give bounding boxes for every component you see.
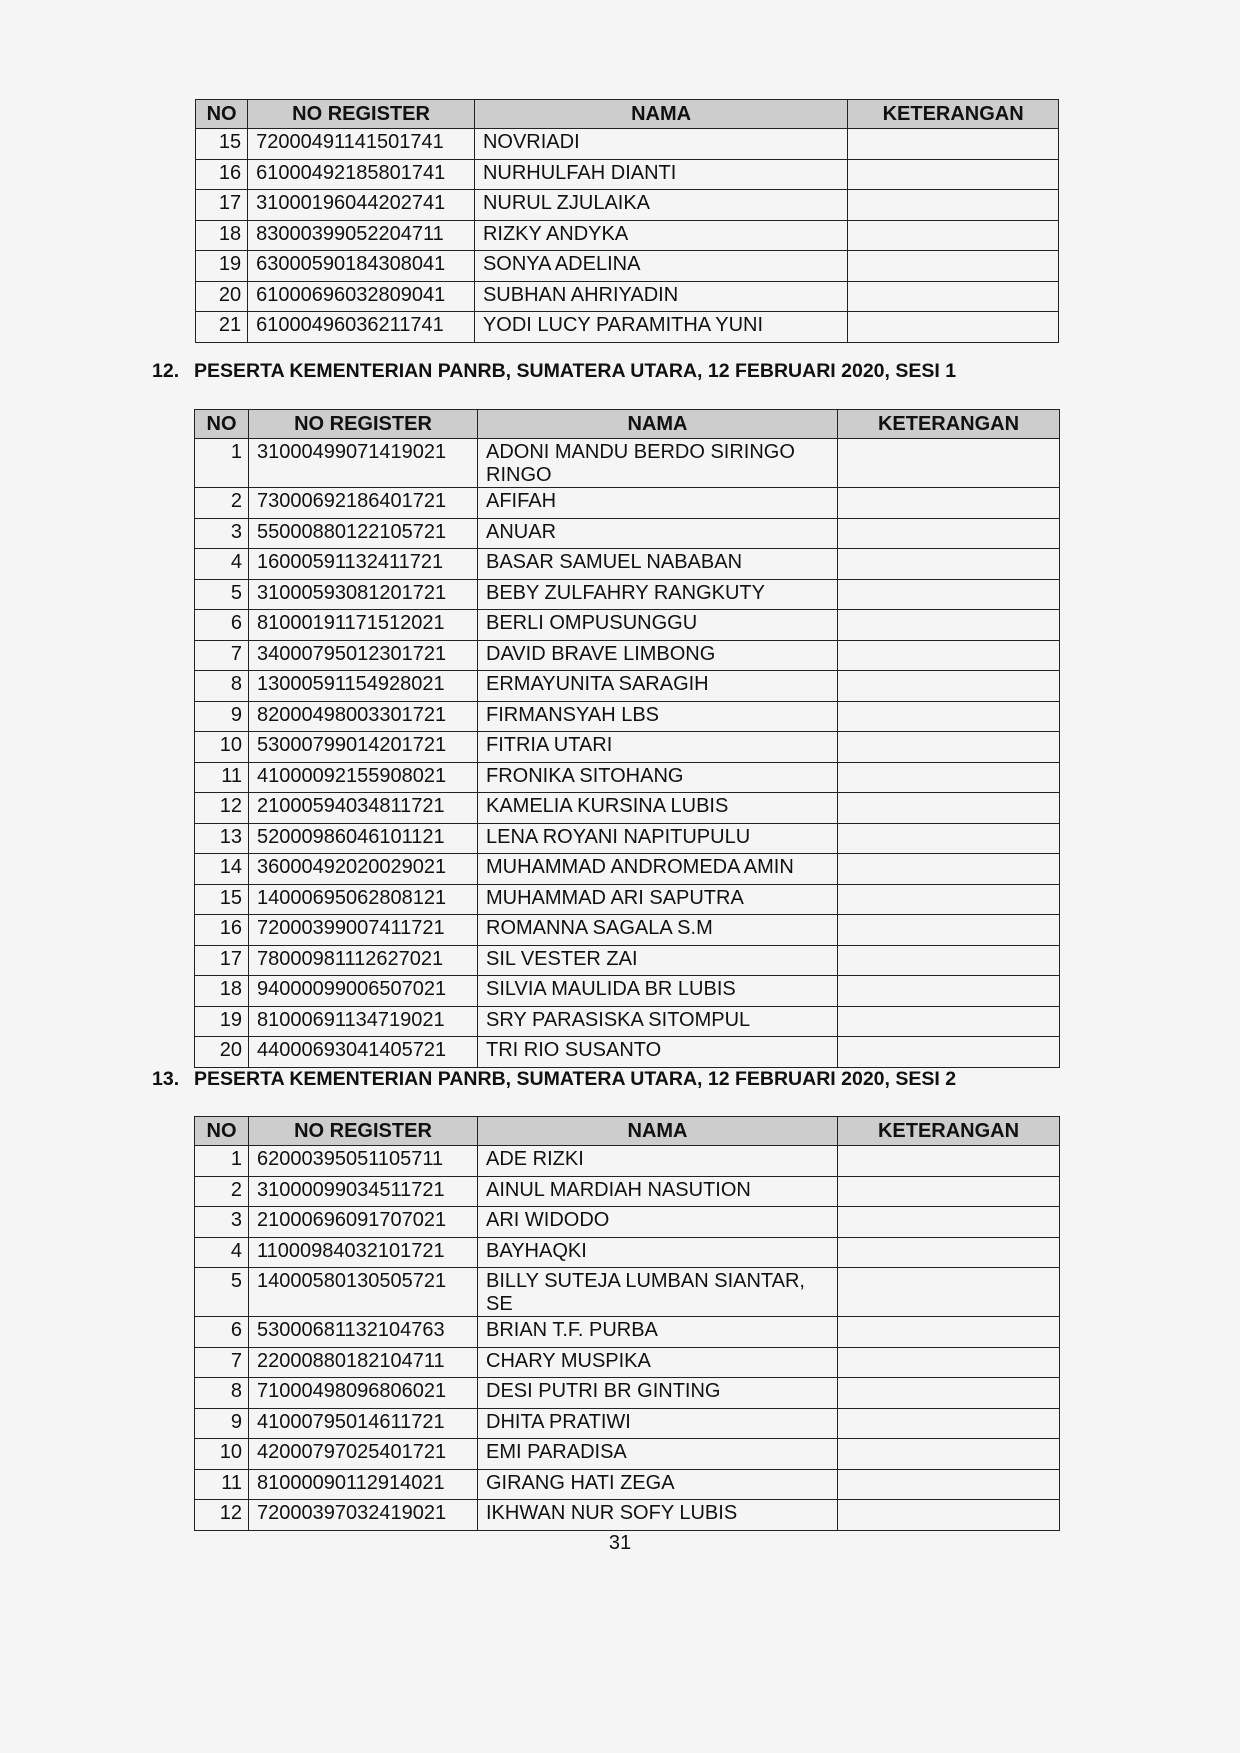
cell-register: 62000395051105711 [249,1146,478,1177]
cell-register: 52000986046101121 [249,823,478,854]
cell-keterangan [848,251,1059,282]
cell-register: 72000491141501741 [248,129,475,160]
cell-register: 63000590184308041 [248,251,475,282]
cell-keterangan [848,312,1059,343]
table-row [195,1146,1060,1177]
section-12-heading [152,360,956,383]
cell-register: 61000492185801741 [248,159,475,190]
cell-register: 81000191171512021 [249,610,478,641]
table-row [195,1207,1060,1238]
cell-keterangan [838,1408,1060,1439]
cell-no: 15 [196,129,248,160]
cell-keterangan [838,671,1060,702]
cell-no: 15 [195,884,249,915]
table-row [195,1378,1060,1409]
table-row [195,640,1060,671]
cell-no: 7 [195,640,249,671]
cell-no: 2 [195,488,249,519]
table-row [196,251,1059,282]
cell-register: 83000399052204711 [248,220,475,251]
cell-register: 14000695062808121 [249,884,478,915]
cell-register: 42000797025401721 [249,1439,478,1470]
cell-register: 31000593081201721 [249,579,478,610]
participant-table-sesi-2 [194,1116,1060,1531]
cell-no: 13 [195,823,249,854]
table-header-row [196,100,1059,129]
cell-keterangan [838,1268,1060,1317]
participant-table-sesi-1 [194,409,1060,1068]
table-row [196,159,1059,190]
table-row [195,579,1060,610]
cell-register: 44000693041405721 [249,1037,478,1068]
cell-register: 61000496036211741 [248,312,475,343]
table-row [195,439,1060,488]
cell-nama: BERLI OMPUSUNGGU [478,610,838,641]
cell-register: 34000795012301721 [249,640,478,671]
header-no: NO [196,100,248,129]
cell-register: 73000692186401721 [249,488,478,519]
header-register: NO REGISTER [249,410,478,439]
cell-nama: ERMAYUNITA SARAGIH [478,671,838,702]
section-12-title: PESERTA KEMENTERIAN PANRB, SUMATERA UTARA, 12 FEBRUARI 2020, SESI 1 [194,360,957,382]
cell-no: 6 [195,610,249,641]
cell-nama: GIRANG HATI ZEGA [478,1469,838,1500]
cell-keterangan [838,1146,1060,1177]
table-row [195,1469,1060,1500]
cell-nama: FIRMANSYAH LBS [478,701,838,732]
cell-keterangan [838,1317,1060,1348]
cell-nama: BILLY SUTEJA LUMBAN SIANTAR, SE [478,1268,838,1317]
header-keterangan: KETERANGAN [848,100,1059,129]
cell-keterangan [838,976,1060,1007]
cell-no: 1 [195,439,249,488]
cell-no: 1 [195,1146,249,1177]
cell-nama: AFIFAH [478,488,838,519]
cell-nama: MUHAMMAD ANDROMEDA AMIN [478,854,838,885]
cell-no: 4 [195,549,249,580]
header-keterangan: KETERANGAN [838,1117,1060,1146]
table-row [195,518,1060,549]
table-row [196,220,1059,251]
table-row [195,488,1060,519]
table-row [195,1006,1060,1037]
cell-no: 2 [195,1176,249,1207]
cell-nama: YODI LUCY PARAMITHA YUNI [474,312,847,343]
participant-table-continued [195,99,1059,343]
cell-keterangan [838,439,1060,488]
cell-nama: DAVID BRAVE LIMBONG [478,640,838,671]
table-row [195,793,1060,824]
table-row [195,976,1060,1007]
cell-nama: BASAR SAMUEL NABABAN [478,549,838,580]
cell-keterangan [838,640,1060,671]
cell-keterangan [848,220,1059,251]
table-row [195,884,1060,915]
cell-keterangan [838,793,1060,824]
cell-keterangan [838,701,1060,732]
table-row [195,823,1060,854]
cell-nama: AINUL MARDIAH NASUTION [478,1176,838,1207]
cell-nama: ADE RIZKI [478,1146,838,1177]
cell-register: 13000591154928021 [249,671,478,702]
cell-no: 8 [195,671,249,702]
cell-keterangan [838,1347,1060,1378]
table-row [195,1237,1060,1268]
cell-nama: DESI PUTRI BR GINTING [478,1378,838,1409]
header-nama: NAMA [478,410,838,439]
cell-nama: ROMANNA SAGALA S.M [478,915,838,946]
cell-register: 11000984032101721 [249,1237,478,1268]
cell-register: 94000099006507021 [249,976,478,1007]
cell-nama: SILVIA MAULIDA BR LUBIS [478,976,838,1007]
cell-nama: BEBY ZULFAHRY RANGKUTY [478,579,838,610]
cell-nama: SIL VESTER ZAI [478,945,838,976]
cell-no: 9 [195,701,249,732]
cell-no: 4 [195,1237,249,1268]
table-row [195,1408,1060,1439]
cell-no: 6 [195,1317,249,1348]
cell-register: 31000499071419021 [249,439,478,488]
cell-no: 12 [195,793,249,824]
cell-nama: SUBHAN AHRIYADIN [474,281,847,312]
cell-keterangan [838,915,1060,946]
table-row [195,1347,1060,1378]
cell-keterangan [838,1237,1060,1268]
cell-nama: ANUAR [478,518,838,549]
cell-no: 11 [195,1469,249,1500]
cell-no: 5 [195,579,249,610]
section-13-title: PESERTA KEMENTERIAN PANRB, SUMATERA UTARA, 12 FEBRUARI 2020, SESI 2 [194,1068,957,1090]
cell-no: 19 [196,251,248,282]
header-register: NO REGISTER [248,100,475,129]
cell-no: 7 [195,1347,249,1378]
cell-nama: NURUL ZJULAIKA [474,190,847,221]
page-number: 31 [608,1532,632,1554]
header-nama: NAMA [474,100,847,129]
table-row [195,854,1060,885]
table-row [196,190,1059,221]
table-row [195,762,1060,793]
cell-register: 21000594034811721 [249,793,478,824]
cell-no: 18 [196,220,248,251]
table-row [195,1268,1060,1317]
cell-keterangan [848,129,1059,160]
cell-nama: CHARY MUSPIKA [478,1347,838,1378]
cell-register: 36000492020029021 [249,854,478,885]
cell-nama: BRIAN T.F. PURBA [478,1317,838,1348]
cell-no: 8 [195,1378,249,1409]
table-row [195,610,1060,641]
cell-keterangan [838,854,1060,885]
cell-keterangan [838,579,1060,610]
cell-keterangan [838,1006,1060,1037]
cell-register: 72000397032419021 [249,1500,478,1531]
cell-nama: LENA ROYANI NAPITUPULU [478,823,838,854]
cell-keterangan [838,1207,1060,1238]
cell-keterangan [838,732,1060,763]
header-register: NO REGISTER [249,1117,478,1146]
table-row [195,1439,1060,1470]
cell-no: 10 [195,1439,249,1470]
section-13-number: 13. [152,1068,180,1090]
cell-keterangan [838,823,1060,854]
cell-no: 21 [196,312,248,343]
cell-register: 82000498003301721 [249,701,478,732]
cell-no: 17 [196,190,248,221]
table-row [195,1176,1060,1207]
cell-keterangan [838,549,1060,580]
cell-no: 14 [195,854,249,885]
table-row [195,701,1060,732]
cell-keterangan [848,159,1059,190]
table-row [196,312,1059,343]
cell-no: 3 [195,518,249,549]
cell-keterangan [838,488,1060,519]
cell-keterangan [848,190,1059,221]
cell-nama: FITRIA UTARI [478,732,838,763]
cell-register: 81000691134719021 [249,1006,478,1037]
header-no: NO [195,1117,249,1146]
cell-no: 10 [195,732,249,763]
cell-nama: MUHAMMAD ARI SAPUTRA [478,884,838,915]
cell-nama: SONYA ADELINA [474,251,847,282]
header-nama: NAMA [478,1117,838,1146]
cell-nama: BAYHAQKI [478,1237,838,1268]
cell-keterangan [848,281,1059,312]
cell-keterangan [838,518,1060,549]
cell-no: 12 [195,1500,249,1531]
table-row [196,129,1059,160]
cell-keterangan [838,945,1060,976]
cell-register: 41000092155908021 [249,762,478,793]
cell-no: 20 [196,281,248,312]
cell-nama: KAMELIA KURSINA LUBIS [478,793,838,824]
section-12-number: 12. [152,360,180,382]
header-keterangan: KETERANGAN [838,410,1060,439]
cell-no: 5 [195,1268,249,1317]
cell-register: 81000090112914021 [249,1469,478,1500]
cell-keterangan [838,1176,1060,1207]
cell-nama: NOVRIADI [474,129,847,160]
cell-no: 18 [195,976,249,1007]
cell-keterangan [838,884,1060,915]
cell-register: 72000399007411721 [249,915,478,946]
cell-no: 16 [196,159,248,190]
cell-register: 14000580130505721 [249,1268,478,1317]
table-header-row [195,1117,1060,1146]
section-13-heading [152,1068,956,1091]
cell-register: 55000880122105721 [249,518,478,549]
table-row [195,915,1060,946]
cell-register: 21000696091707021 [249,1207,478,1238]
cell-keterangan [838,610,1060,641]
cell-nama: NURHULFAH DIANTI [474,159,847,190]
cell-no: 9 [195,1408,249,1439]
cell-keterangan [838,1500,1060,1531]
cell-nama: FRONIKA SITOHANG [478,762,838,793]
cell-no: 17 [195,945,249,976]
cell-no: 16 [195,915,249,946]
cell-no: 20 [195,1037,249,1068]
table-row [195,671,1060,702]
cell-nama: DHITA PRATIWI [478,1408,838,1439]
cell-register: 61000696032809041 [248,281,475,312]
cell-keterangan [838,1037,1060,1068]
header-no: NO [195,410,249,439]
cell-keterangan [838,762,1060,793]
cell-nama: SRY PARASISKA SITOMPUL [478,1006,838,1037]
cell-register: 71000498096806021 [249,1378,478,1409]
cell-no: 11 [195,762,249,793]
cell-keterangan [838,1378,1060,1409]
cell-register: 22000880182104711 [249,1347,478,1378]
cell-register: 41000795014611721 [249,1408,478,1439]
table-row [195,1500,1060,1531]
cell-register: 31000196044202741 [248,190,475,221]
table-row [196,281,1059,312]
table-header-row [195,410,1060,439]
cell-no: 19 [195,1006,249,1037]
cell-nama: ADONI MANDU BERDO SIRINGO RINGO [478,439,838,488]
table-row [195,732,1060,763]
cell-keterangan [838,1469,1060,1500]
cell-register: 53000799014201721 [249,732,478,763]
cell-register: 78000981112627021 [249,945,478,976]
table-row [195,1037,1060,1068]
cell-register: 53000681132104763 [249,1317,478,1348]
cell-keterangan [838,1439,1060,1470]
table-row [195,945,1060,976]
cell-register: 31000099034511721 [249,1176,478,1207]
cell-no: 3 [195,1207,249,1238]
cell-nama: EMI PARADISA [478,1439,838,1470]
table-row [195,1317,1060,1348]
cell-nama: IKHWAN NUR SOFY LUBIS [478,1500,838,1531]
cell-nama: RIZKY ANDYKA [474,220,847,251]
cell-nama: ARI WIDODO [478,1207,838,1238]
cell-nama: TRI RIO SUSANTO [478,1037,838,1068]
cell-register: 16000591132411721 [249,549,478,580]
table-row [195,549,1060,580]
